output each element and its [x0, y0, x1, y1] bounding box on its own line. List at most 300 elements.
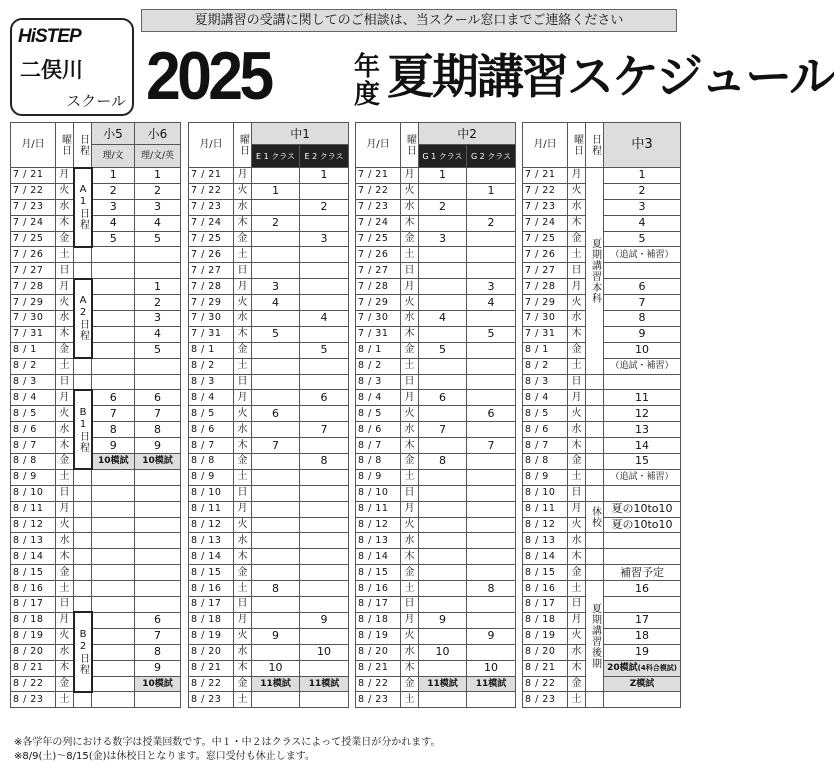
header-chu2-g1: G 1 クラス	[419, 145, 467, 168]
row-g2: 6	[467, 406, 516, 422]
row-g1: 10	[419, 644, 467, 660]
row-date: 8 / 5	[523, 406, 568, 422]
table-row	[356, 374, 516, 390]
table-row	[189, 644, 349, 660]
page-title	[146, 36, 834, 116]
table-row	[356, 438, 516, 454]
row-date: 7 / 24	[356, 215, 401, 231]
row-youbi: 水	[234, 644, 252, 660]
schedule-table-chu3	[522, 122, 681, 708]
row-date: 8 / 8	[523, 454, 568, 470]
table-row	[523, 565, 681, 581]
row-s5	[92, 279, 135, 295]
row-s6: 1	[135, 168, 181, 184]
table-row	[189, 660, 349, 676]
row-g2	[467, 422, 516, 438]
row-youbi: 月	[234, 612, 252, 628]
table-row	[356, 168, 516, 184]
table-row	[356, 454, 516, 470]
row-youbi: 火	[401, 295, 419, 311]
row-youbi: 日	[56, 263, 74, 279]
row-youbi: 土	[56, 469, 74, 485]
table-row	[11, 565, 181, 581]
row-g1	[419, 374, 467, 390]
row-g2	[467, 342, 516, 358]
row-youbi: 土	[568, 469, 586, 485]
row-e2	[300, 485, 349, 501]
table-row	[356, 295, 516, 311]
row-youbi: 土	[56, 581, 74, 597]
row-date: 8 / 21	[11, 660, 56, 676]
row-c3: 5	[604, 231, 681, 247]
header-date: 月/日	[189, 123, 234, 168]
row-e1	[252, 692, 300, 708]
row-g2	[467, 390, 516, 406]
row-youbi: 日	[56, 485, 74, 501]
row-s6: 5	[135, 342, 181, 358]
row-date: 7 / 30	[189, 311, 234, 327]
row-g1: 11模試	[419, 676, 467, 692]
row-g1	[419, 517, 467, 533]
row-date: 8 / 14	[189, 549, 234, 565]
table-row	[11, 454, 181, 470]
row-youbi: 土	[568, 247, 586, 263]
row-youbi: 金	[401, 231, 419, 247]
row-youbi: 火	[234, 517, 252, 533]
header-chu2-g2: G 2 クラス	[467, 145, 516, 168]
row-youbi: 火	[56, 517, 74, 533]
table-row	[11, 326, 181, 342]
row-s5: 4	[92, 215, 135, 231]
row-g2	[467, 565, 516, 581]
row-c3	[604, 263, 681, 279]
table-row	[189, 438, 349, 454]
row-youbi: 日	[56, 597, 74, 613]
table-row	[11, 406, 181, 422]
row-s6	[135, 485, 181, 501]
row-youbi: 土	[568, 358, 586, 374]
row-date: 8 / 15	[356, 565, 401, 581]
row-youbi: 月	[401, 168, 419, 184]
footer-note-1: ※各学年の列における数字は授業回数です。中１・中２はクラスによって授業日が分かれます。	[14, 737, 441, 748]
row-date: 8 / 22	[11, 676, 56, 692]
row-s5	[92, 644, 135, 660]
row-c3: 夏の10to10	[604, 501, 681, 517]
row-e1	[252, 501, 300, 517]
row-youbi: 木	[401, 549, 419, 565]
table-row	[356, 199, 516, 215]
table-row	[189, 326, 349, 342]
row-date: 7 / 30	[523, 311, 568, 327]
table-row	[356, 183, 516, 199]
row-youbi: 月	[568, 612, 586, 628]
row-date: 7 / 31	[356, 326, 401, 342]
row-youbi: 火	[234, 183, 252, 199]
row-e1: 3	[252, 279, 300, 295]
row-date: 8 / 7	[523, 438, 568, 454]
row-g2	[467, 533, 516, 549]
row-g2	[467, 485, 516, 501]
row-s5: 7	[92, 406, 135, 422]
row-e1	[252, 612, 300, 628]
table-row	[356, 644, 516, 660]
row-s6	[135, 263, 181, 279]
row-g1: 3	[419, 231, 467, 247]
row-youbi: 金	[234, 565, 252, 581]
row-youbi: 木	[56, 438, 74, 454]
row-youbi: 金	[401, 342, 419, 358]
row-date: 8 / 18	[189, 612, 234, 628]
row-g1	[419, 469, 467, 485]
table-row	[11, 501, 181, 517]
row-date: 8 / 14	[356, 549, 401, 565]
table-row	[189, 295, 349, 311]
header-youbi: 曜日	[234, 123, 252, 168]
row-g2	[467, 231, 516, 247]
table-row	[356, 612, 516, 628]
row-date: 7 / 28	[523, 279, 568, 295]
row-youbi: 日	[234, 263, 252, 279]
row-e1	[252, 533, 300, 549]
table-row	[356, 326, 516, 342]
row-youbi: 月	[56, 390, 74, 406]
row-g2: 10	[467, 660, 516, 676]
row-g1	[419, 565, 467, 581]
row-e2	[300, 533, 349, 549]
row-g2: 5	[467, 326, 516, 342]
row-c3: 1	[604, 168, 681, 184]
row-youbi: 木	[401, 660, 419, 676]
row-youbi: 火	[234, 295, 252, 311]
table-row	[356, 628, 516, 644]
row-date: 8 / 22	[189, 676, 234, 692]
row-c3: 15	[604, 454, 681, 470]
row-date: 8 / 11	[189, 501, 234, 517]
row-g1	[419, 549, 467, 565]
row-youbi: 木	[234, 438, 252, 454]
row-s5	[92, 692, 135, 708]
row-s5: 5	[92, 231, 135, 247]
row-date: 8 / 6	[189, 422, 234, 438]
row-date: 8 / 17	[11, 597, 56, 613]
logo-box	[10, 18, 134, 116]
row-e2	[300, 183, 349, 199]
row-date: 8 / 20	[11, 644, 56, 660]
row-g2	[467, 454, 516, 470]
row-s6	[135, 597, 181, 613]
row-date: 8 / 22	[523, 676, 568, 692]
row-e1: 4	[252, 295, 300, 311]
row-youbi: 土	[568, 581, 586, 597]
table-row	[11, 342, 181, 358]
row-s5	[92, 628, 135, 644]
table-row	[189, 231, 349, 247]
row-g1: 9	[419, 612, 467, 628]
row-g1	[419, 660, 467, 676]
row-nittei-empty	[586, 422, 604, 438]
table-row	[189, 390, 349, 406]
table-row	[356, 263, 516, 279]
header-sho5-sub: 理/文	[92, 145, 135, 168]
row-youbi: 木	[568, 326, 586, 342]
row-s5	[92, 597, 135, 613]
row-s6: 7	[135, 628, 181, 644]
row-date: 8 / 22	[356, 676, 401, 692]
row-nittei-empty	[74, 247, 92, 263]
row-e1	[252, 644, 300, 660]
row-s5	[92, 295, 135, 311]
row-g1	[419, 581, 467, 597]
row-s6	[135, 581, 181, 597]
table-row	[523, 549, 681, 565]
row-date: 8 / 20	[356, 644, 401, 660]
row-youbi: 水	[401, 199, 419, 215]
row-date: 8 / 4	[523, 390, 568, 406]
row-c3: 16	[604, 581, 681, 597]
row-date: 8 / 10	[11, 485, 56, 501]
row-youbi: 金	[568, 565, 586, 581]
row-s5	[92, 676, 135, 692]
row-c3: 2	[604, 183, 681, 199]
table-row	[11, 612, 181, 628]
row-date: 7 / 22	[523, 183, 568, 199]
row-e2	[300, 263, 349, 279]
row-e1	[252, 374, 300, 390]
row-e1	[252, 485, 300, 501]
row-youbi: 月	[234, 168, 252, 184]
row-s5: 2	[92, 183, 135, 199]
table-row	[356, 692, 516, 708]
term-a1: A1日程	[74, 168, 92, 247]
row-youbi: 水	[401, 533, 419, 549]
row-g2	[467, 374, 516, 390]
row-c3: 13	[604, 422, 681, 438]
row-nittei-empty	[74, 263, 92, 279]
row-youbi: 日	[568, 485, 586, 501]
row-date: 8 / 8	[356, 454, 401, 470]
table-row	[11, 390, 181, 406]
table-row	[189, 597, 349, 613]
row-nittei-empty	[586, 549, 604, 565]
row-date: 8 / 23	[189, 692, 234, 708]
table-row	[189, 581, 349, 597]
row-s6: 10模試	[135, 676, 181, 692]
row-nittei-empty	[586, 469, 604, 485]
row-g2	[467, 644, 516, 660]
row-date: 7 / 23	[11, 199, 56, 215]
row-e2	[300, 565, 349, 581]
row-g1	[419, 533, 467, 549]
row-s6	[135, 517, 181, 533]
table-row	[11, 215, 181, 231]
row-date: 7 / 31	[11, 326, 56, 342]
table-row	[11, 422, 181, 438]
table-row	[523, 438, 681, 454]
row-e2	[300, 692, 349, 708]
row-youbi: 水	[568, 533, 586, 549]
logo-school-name: 二俣川	[20, 58, 83, 82]
row-date: 8 / 8	[11, 454, 56, 470]
header-youbi: 曜日	[56, 123, 74, 168]
row-c3: 補習予定	[604, 565, 681, 581]
row-youbi: 土	[568, 692, 586, 708]
row-s6: 9	[135, 438, 181, 454]
row-youbi: 日	[401, 485, 419, 501]
row-e2	[300, 628, 349, 644]
row-g1	[419, 247, 467, 263]
row-youbi: 金	[568, 454, 586, 470]
row-youbi: 火	[568, 183, 586, 199]
header-sho6-sub: 理/文/英	[135, 145, 181, 168]
row-s6	[135, 533, 181, 549]
row-s5: 8	[92, 422, 135, 438]
table-row	[11, 247, 181, 263]
row-date: 8 / 16	[11, 581, 56, 597]
table-row	[189, 247, 349, 263]
table-row	[11, 676, 181, 692]
row-g2	[467, 549, 516, 565]
row-s6: 4	[135, 326, 181, 342]
row-youbi: 水	[56, 199, 74, 215]
table-row	[356, 247, 516, 263]
row-g2: 11模試	[467, 676, 516, 692]
row-youbi: 木	[234, 326, 252, 342]
row-c3: 12	[604, 406, 681, 422]
row-youbi: 水	[568, 199, 586, 215]
row-nittei-empty	[74, 485, 92, 501]
row-s6: 6	[135, 390, 181, 406]
row-date: 8 / 11	[11, 501, 56, 517]
table-row	[189, 565, 349, 581]
row-youbi: 火	[401, 628, 419, 644]
row-youbi: 金	[401, 454, 419, 470]
row-e2: 11模試	[300, 676, 349, 692]
row-date: 8 / 8	[189, 454, 234, 470]
row-date: 8 / 4	[11, 390, 56, 406]
table-row	[189, 454, 349, 470]
table-row	[11, 660, 181, 676]
row-youbi: 木	[401, 326, 419, 342]
row-date: 8 / 13	[523, 533, 568, 549]
row-youbi: 土	[401, 358, 419, 374]
row-youbi: 木	[56, 326, 74, 342]
table-row	[189, 374, 349, 390]
row-date: 7 / 27	[356, 263, 401, 279]
table-row	[523, 422, 681, 438]
row-youbi: 木	[568, 660, 586, 676]
table-row	[356, 469, 516, 485]
row-date: 8 / 13	[11, 533, 56, 549]
term-kouki: 夏期講習後期	[586, 581, 604, 692]
row-c3: 8	[604, 311, 681, 327]
row-date: 7 / 25	[356, 231, 401, 247]
row-youbi: 金	[56, 231, 74, 247]
table-row	[189, 199, 349, 215]
table-row	[523, 454, 681, 470]
row-g2	[467, 199, 516, 215]
row-youbi: 月	[234, 279, 252, 295]
row-nittei-empty	[586, 390, 604, 406]
row-date: 8 / 2	[523, 358, 568, 374]
row-date: 8 / 3	[11, 374, 56, 390]
row-date: 8 / 9	[189, 469, 234, 485]
row-g2	[467, 517, 516, 533]
row-e1	[252, 311, 300, 327]
table-row	[189, 168, 349, 184]
schedule-table-chu2	[355, 122, 516, 708]
row-youbi: 火	[56, 295, 74, 311]
row-c3: 11	[604, 390, 681, 406]
row-date: 8 / 21	[356, 660, 401, 676]
row-s6: 6	[135, 612, 181, 628]
table-row	[11, 199, 181, 215]
row-s6	[135, 247, 181, 263]
row-date: 7 / 27	[523, 263, 568, 279]
row-date: 8 / 6	[356, 422, 401, 438]
row-youbi: 月	[234, 390, 252, 406]
row-date: 8 / 5	[189, 406, 234, 422]
row-date: 8 / 5	[11, 406, 56, 422]
row-date: 7 / 29	[523, 295, 568, 311]
table-row	[189, 311, 349, 327]
row-date: 8 / 17	[356, 597, 401, 613]
row-s5	[92, 660, 135, 676]
row-s5: 9	[92, 438, 135, 454]
row-nittei-empty	[586, 565, 604, 581]
row-date: 8 / 1	[356, 342, 401, 358]
table-row	[356, 501, 516, 517]
row-g2	[467, 612, 516, 628]
row-youbi: 木	[401, 215, 419, 231]
row-youbi: 火	[401, 183, 419, 199]
row-e1	[252, 358, 300, 374]
row-s5	[92, 263, 135, 279]
row-g1	[419, 692, 467, 708]
row-e1: 11模試	[252, 676, 300, 692]
table-row	[189, 628, 349, 644]
table-row	[356, 311, 516, 327]
row-date: 8 / 16	[189, 581, 234, 597]
row-c3: 14	[604, 438, 681, 454]
row-youbi: 土	[401, 581, 419, 597]
row-e1: 10	[252, 660, 300, 676]
table-row	[189, 183, 349, 199]
row-date: 8 / 2	[11, 358, 56, 374]
row-youbi: 火	[568, 517, 586, 533]
row-youbi: 土	[56, 247, 74, 263]
table-row	[356, 565, 516, 581]
header-chu1-e2: E 2 クラス	[300, 145, 349, 168]
row-date: 8 / 7	[189, 438, 234, 454]
row-c3: 4	[604, 215, 681, 231]
row-date: 8 / 5	[356, 406, 401, 422]
table-row	[11, 168, 181, 184]
header-chu1-e1: E 1 クラス	[252, 145, 300, 168]
row-c3: （追試・補習）	[604, 469, 681, 485]
row-e2	[300, 247, 349, 263]
row-e1	[252, 422, 300, 438]
row-date: 7 / 28	[11, 279, 56, 295]
row-e1	[252, 199, 300, 215]
row-date: 8 / 11	[523, 501, 568, 517]
header-sho5: 小5	[92, 123, 135, 145]
row-date: 7 / 30	[11, 311, 56, 327]
row-youbi: 月	[568, 279, 586, 295]
row-youbi: 金	[234, 342, 252, 358]
row-e2: 3	[300, 231, 349, 247]
row-date: 7 / 21	[11, 168, 56, 184]
row-youbi: 金	[568, 342, 586, 358]
